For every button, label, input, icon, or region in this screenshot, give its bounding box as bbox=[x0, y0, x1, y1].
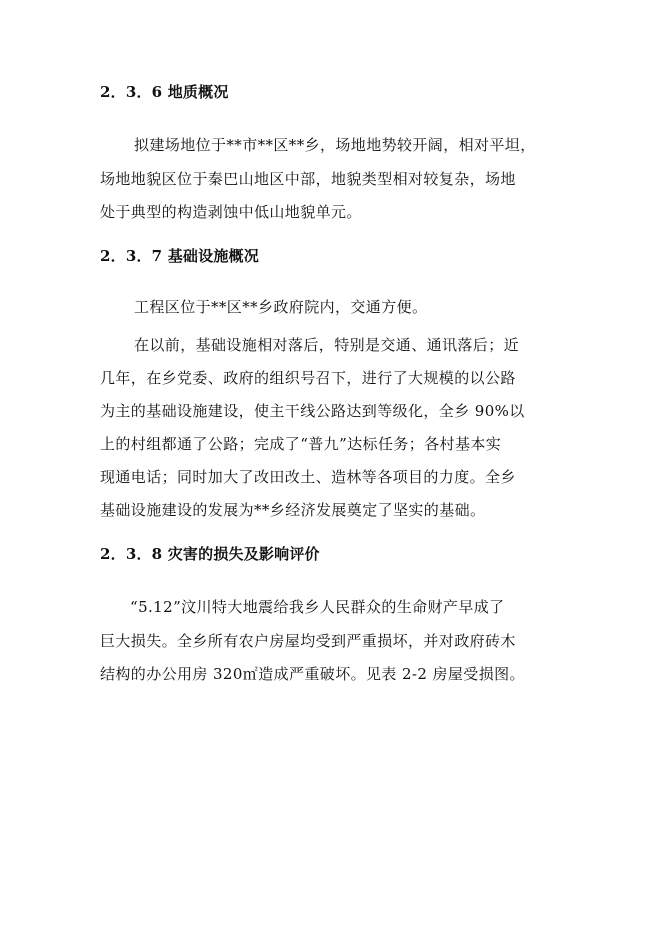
geology-paragraph-line: 处于典型的构造剥蚀中低山地貌单元。 bbox=[100, 203, 362, 221]
infrastructure-paragraph-line: 上的村组都通了公路；完成了“普九”达标任务；各村基本实 bbox=[100, 435, 502, 453]
infrastructure-paragraph-line: 现通电话；同时加大了改田改土、造林等各项目的力度。全乡 bbox=[100, 468, 516, 486]
disaster-paragraph-line: 结构的办公用房 320㎡造成严重破坏。见表 2-2 房屋受损图。 bbox=[100, 665, 525, 683]
infrastructure-paragraph-line: 为主的基础设施建设，使主干线公路达到等级化，全乡 90%以 bbox=[100, 402, 525, 420]
disaster-paragraph-line: “5.12”汶川特大地震给我乡人民群众的生命财产早成了 bbox=[130, 598, 505, 616]
section-heading-disaster: 2．3．8 灾害的损失及影响评价 bbox=[100, 545, 320, 563]
geology-paragraph-line: 拟建场地位于**市**区**乡，场地地势较开阔，相对平坦， bbox=[134, 136, 536, 154]
section-heading-infrastructure: 2．3．7 基础设施概况 bbox=[100, 247, 259, 265]
section-heading-geology: 2．3．6 地质概况 bbox=[100, 83, 229, 101]
infrastructure-paragraph-line: 在以前，基础设施相对落后，特别是交通、通讯落后；近 bbox=[134, 336, 520, 354]
infrastructure-paragraph-line: 工程区位于**区**乡政府院内，交通方便。 bbox=[134, 298, 428, 316]
disaster-paragraph-line: 巨大损失。全乡所有农户房屋均受到严重损坏，并对政府砖木 bbox=[100, 632, 516, 650]
geology-paragraph-line: 场地地貌区位于秦巴山地区中部，地貌类型相对较复杂，场地 bbox=[100, 170, 516, 188]
infrastructure-paragraph-line: 几年，在乡党委、政府的组织号召下，进行了大规模的以公路 bbox=[100, 369, 516, 387]
infrastructure-paragraph-line: 基础设施建设的发展为**乡经济发展奠定了坚实的基础。 bbox=[100, 501, 486, 519]
